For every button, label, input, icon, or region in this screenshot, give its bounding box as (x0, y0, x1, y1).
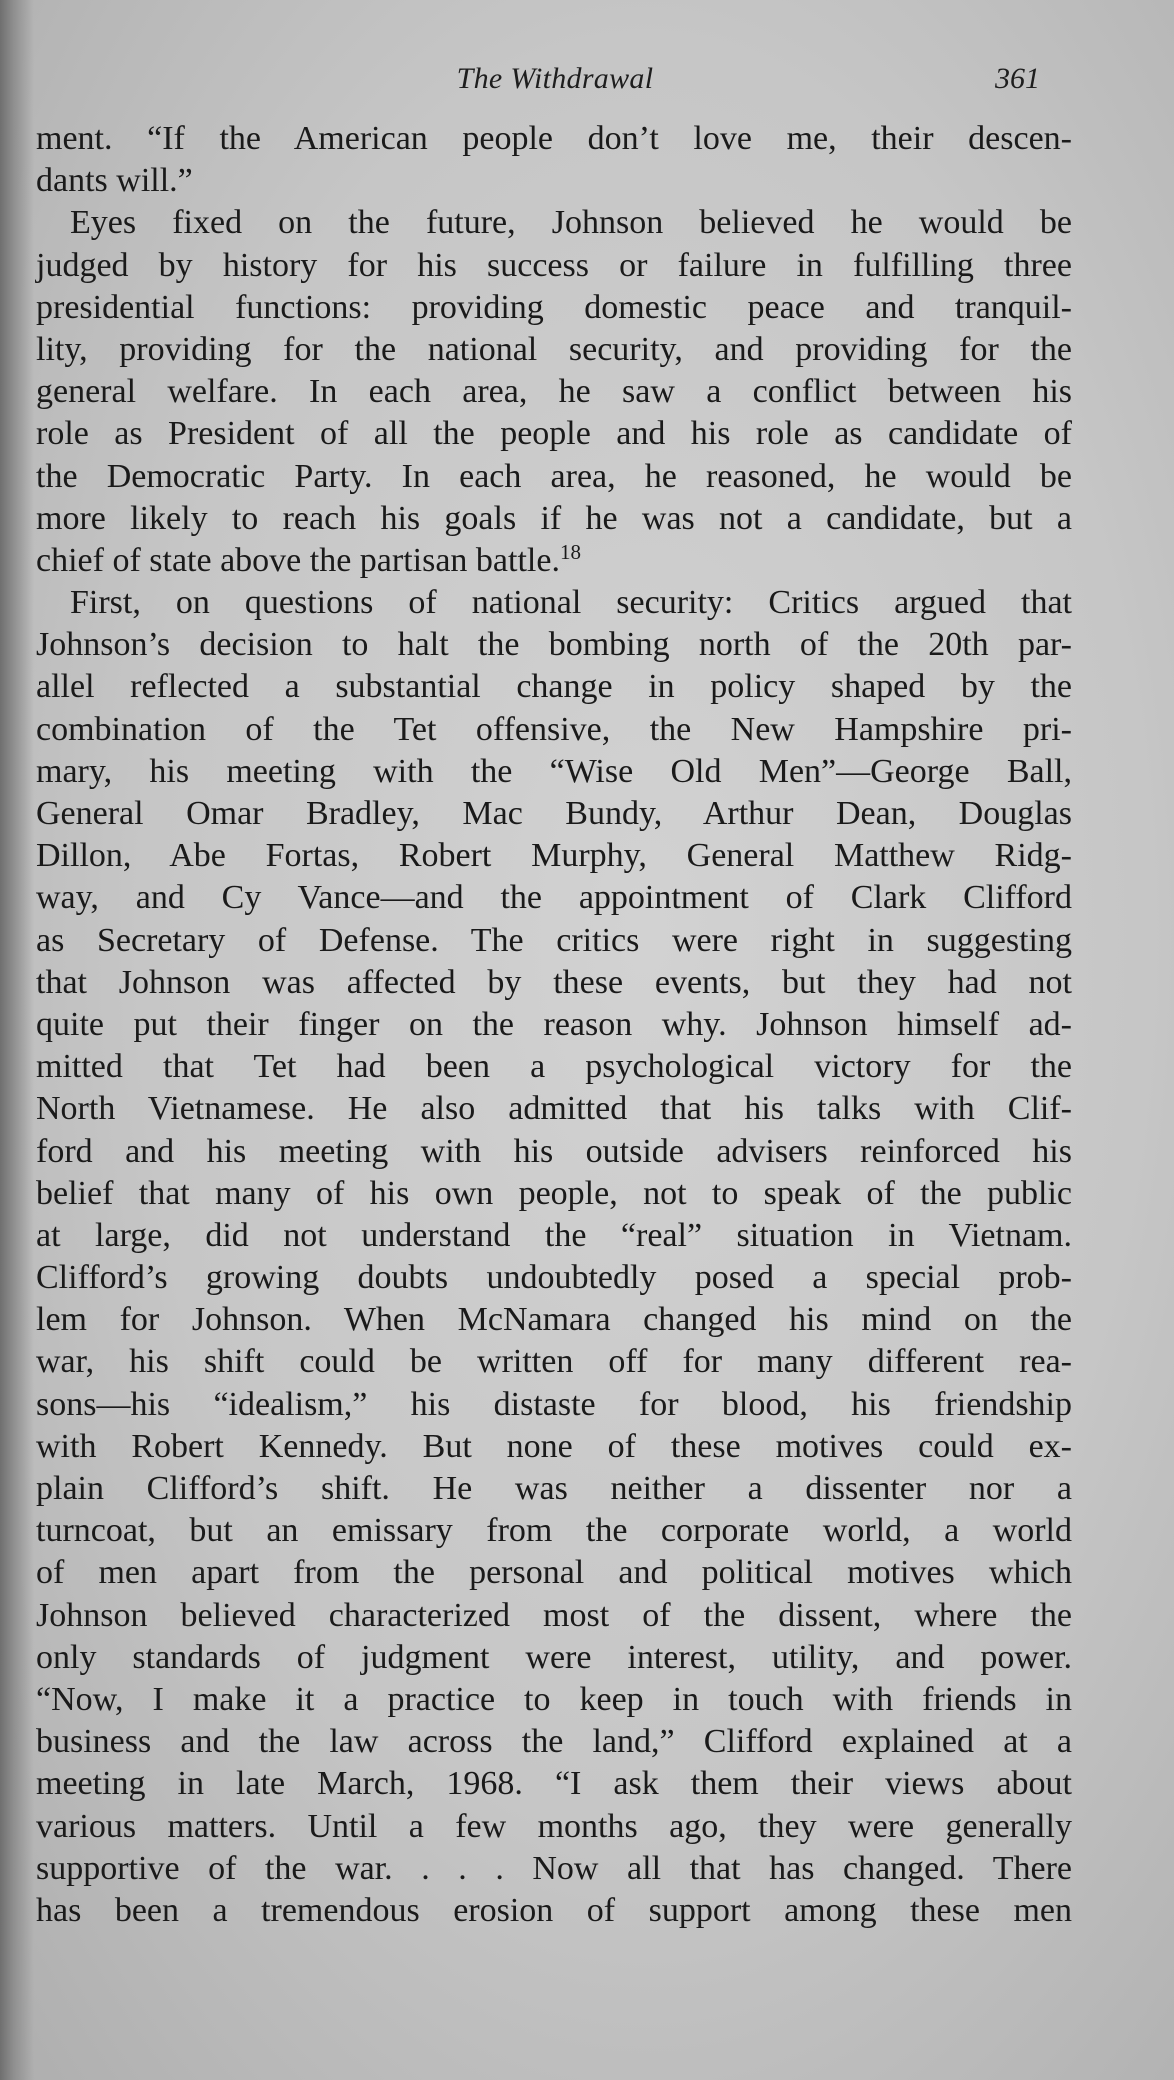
text-line: ford and his meeting with his outside advisers reinforced his (36, 1132, 1072, 1170)
text-line: turncoat, but an emissary from the corporate world, a world (36, 1512, 1072, 1550)
text-line: plain Clifford’s shift. He was neither a dissenter nor a (36, 1470, 1072, 1507)
running-title: The Withdrawal (456, 62, 654, 95)
text-line: belief that many of his own people, not to speak of the public (36, 1174, 1072, 1212)
text-line: more likely to reach his goals if he was not a candidate, but a (36, 499, 1072, 537)
text-line: Johnson’s decision to halt the bombing north of the 20th par- (36, 626, 1072, 664)
text-line: mitted that Tet had been a psychological victory for the (36, 1048, 1072, 1086)
text-line-content: chief of state above the partisan battle. (36, 541, 560, 579)
text-line: General Omar Bradley, Mac Bundy, Arthur Dean, Douglas (36, 795, 1072, 832)
text-line: various matters. Until a few months ago, they were generally (36, 1807, 1072, 1845)
page-header (40, 62, 1070, 102)
text-line: supportive of the war. . . . Now all that has changed. There (36, 1849, 1072, 1887)
text-line: sons—his “idealism,” his distaste for blood, his friendship (36, 1385, 1072, 1423)
footnote-reference: 18 (559, 539, 581, 564)
text-line: that Johnson was affected by these events, but they had not (36, 963, 1072, 1001)
text-line: Dillon, Abe Fortas, Robert Murphy, General Matthew Ridg- (36, 837, 1072, 875)
text-line: mary, his meeting with the “Wise Old Men”—George Ball, (36, 752, 1072, 790)
text-line: quite put their finger on the reason why. Johnson himself ad- (36, 1005, 1072, 1043)
text-line: lem for Johnson. When McNamara changed his mind on the (36, 1301, 1072, 1339)
text-line: lity, providing for the national security, and providing for the (36, 330, 1072, 368)
text-line: dants will.” (36, 162, 193, 200)
text-line: general welfare. In each area, he saw a conflict between his (36, 373, 1072, 411)
text-line: ment. “If the American people don’t love me, their descen- (36, 120, 1072, 157)
text-line: presidential functions: providing domestic peace and tranquil- (36, 288, 1072, 326)
text-line: Eyes fixed on the future, Johnson believed he would be (70, 204, 1072, 242)
text-line: First, on questions of national security: Critics argued that (70, 584, 1072, 622)
text-line: war, his shift could be written off for many different rea- (36, 1343, 1072, 1381)
text-line: allel reflected a substantial change in policy shaped by the (36, 668, 1072, 706)
text-line: way, and Cy Vance—and the appointment of Clark Clifford (36, 879, 1072, 917)
text-line: business and the law across the land,” Clifford explained at a (36, 1723, 1072, 1761)
body-text (36, 118, 1072, 1932)
text-line: judged by history for his success or failure in fulfilling three (36, 246, 1072, 284)
text-line: has been a tremendous erosion of support among these men (36, 1891, 1072, 1929)
text-line: “Now, I make it a practice to keep in touch with friends in (36, 1680, 1072, 1718)
text-line: only standards of judgment were interest, utility, and power. (36, 1638, 1072, 1676)
text-line: Clifford’s growing doubts undoubtedly posed a special prob- (36, 1259, 1072, 1297)
binding-gutter-shadow (0, 0, 34, 2080)
text-line: as Secretary of Defense. The critics were right in suggesting (36, 921, 1072, 959)
text-line: Johnson believed characterized most of the dissent, where the (36, 1596, 1072, 1634)
text-line: combination of the Tet offensive, the New Hampshire pri- (36, 710, 1072, 748)
text-line: North Vietnamese. He also admitted that his talks with Clif- (36, 1090, 1072, 1128)
text-line: the Democratic Party. In each area, he reasoned, he would be (36, 457, 1072, 495)
text-line: role as President of all the people and his role as candidate of (36, 415, 1072, 453)
page-number: 361 (995, 62, 1040, 95)
text-line-with-footnote (36, 540, 1072, 582)
text-line: with Robert Kennedy. But none of these motives could ex- (36, 1427, 1072, 1465)
text-line: meeting in late March, 1968. “I ask them their views about (36, 1765, 1072, 1803)
text-line: at large, did not understand the “real” situation in Vietnam. (36, 1216, 1072, 1254)
text-line: of men apart from the personal and political motives which (36, 1554, 1072, 1592)
